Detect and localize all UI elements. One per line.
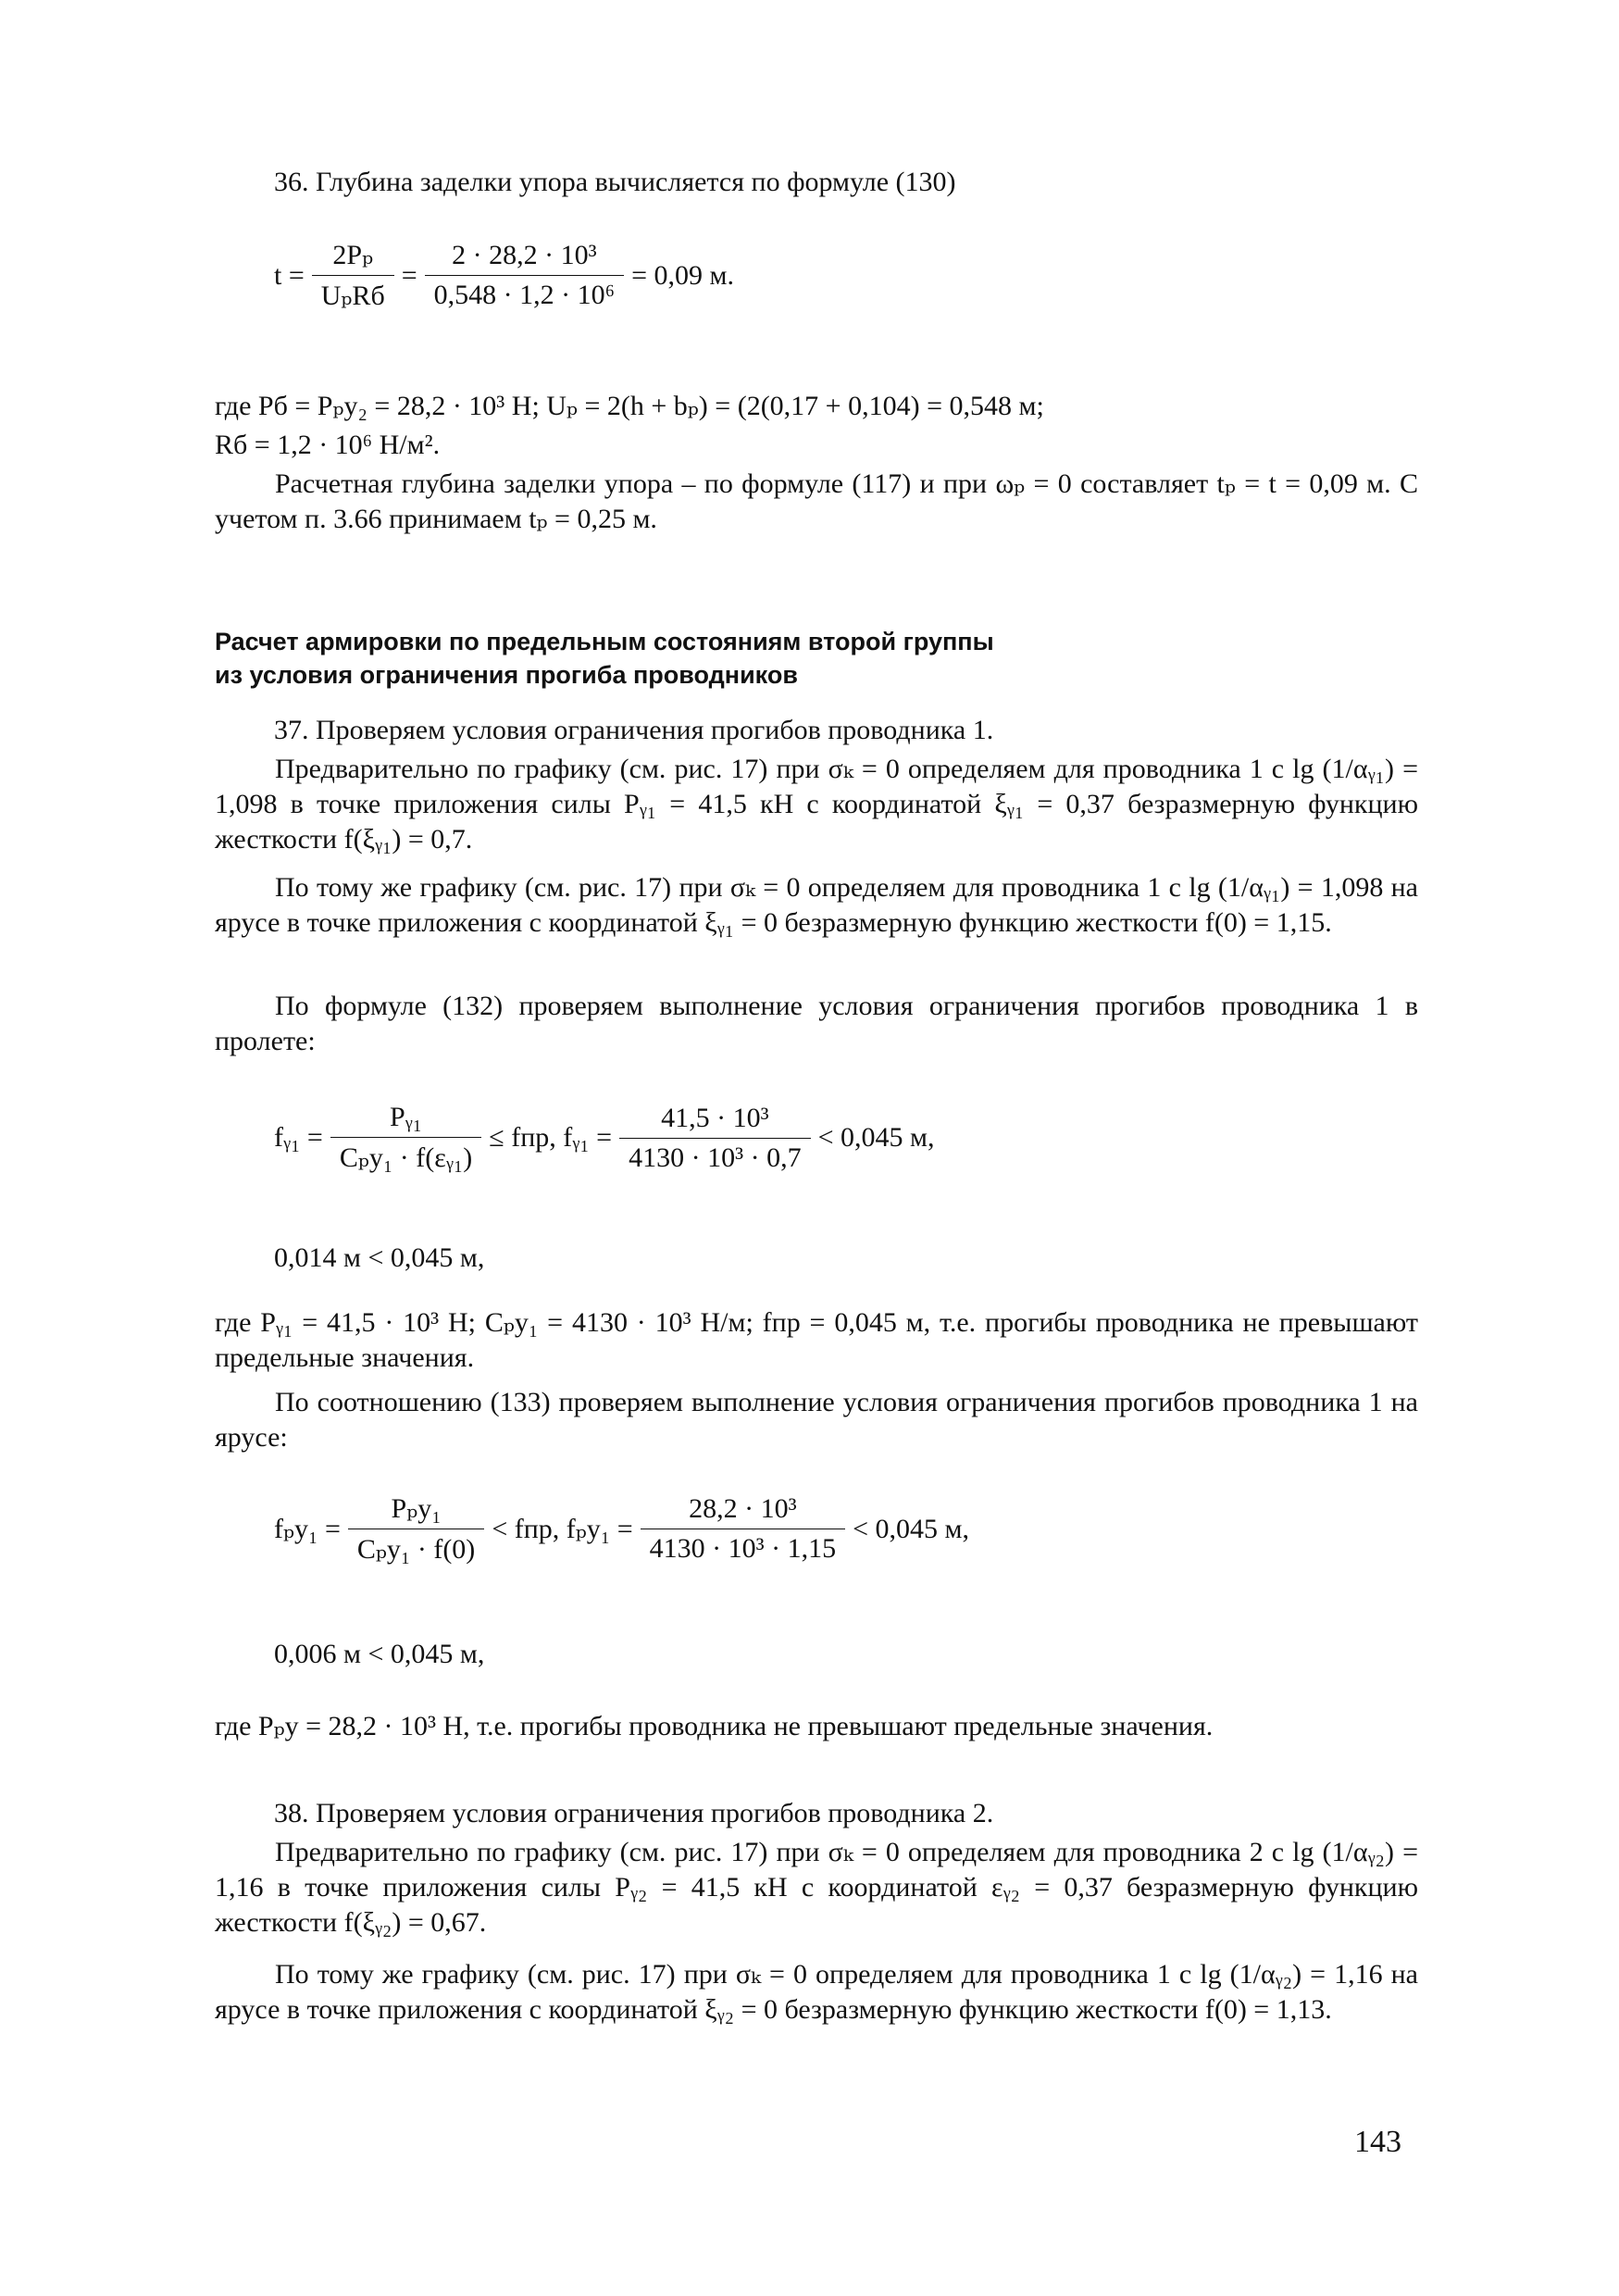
p36-fraction-1-numerator: 2Pₚ	[332, 240, 374, 270]
p37-formula-tier-values-denominator: 4130 · 10³ · 1,15	[641, 1529, 845, 1565]
p36-fraction-2	[425, 240, 624, 311]
p36-fraction-1-denominator: UₚRб	[312, 275, 394, 312]
p37-paragraph-1: Предварительно по графику (см. рис. 17) при σₖ = 0 определяем для проводника 1 с lg (1/αᵧ₁) = 1,098 в точке приложения силы Pᵧ₁ = 41,5 кН с координатой ξᵧ₁ = 0,37 безразмерную функцию жесткости f(ξᵧ₁) = 0,7.	[215, 754, 1418, 855]
p37-check-2: 0,006 м < 0,045 м,	[274, 1639, 485, 1669]
p36-formula-equals: =	[401, 259, 417, 291]
p36-formula	[270, 239, 738, 312]
p36-formula-result: = 0,09 м.	[631, 259, 734, 291]
p36-text: Расчетная глубина заделки упора – по формуле (117) и при ωₚ = 0 составляет tₚ = t = 0,09 м. С учетом п. 3.66 принимаем tₚ = 0,25 м.	[215, 468, 1418, 534]
p37-formula-tier-values-numerator: 28,2 · 10³	[689, 1493, 797, 1524]
p37-formula-tier-result: < 0,045 м,	[853, 1513, 970, 1544]
p38-paragraph-2: По тому же графику (см. рис. 17) при σₖ = 0 определяем для проводника 1 с lg (1/αᵧ₂) = 1,16 на ярусе в точке приложения с координатой ξᵧ₂ = 0 безразмерную функцию жесткости f(0) = 1,13.	[215, 1959, 1418, 2025]
p37-formula-tier-compare: < fпр, fₚy₁ =	[492, 1514, 633, 1544]
p37-formula-span-values-fraction	[619, 1103, 810, 1174]
p37-formula-span	[270, 1102, 939, 1174]
p37-title: 37. Проверяем условия ограничения прогибов проводника 1.	[274, 715, 994, 745]
p37-formula-tier-numerator: Pₚy₁	[391, 1493, 442, 1524]
p37-formula-tier-fraction	[348, 1492, 484, 1566]
p37-formula-tier	[270, 1492, 973, 1566]
p37-paragraph-2: По тому же графику (см. рис. 17) при σₖ = 0 определяем для проводника 1 с lg (1/αᵧ₁) = 1,098 на ярусе в точке приложения с координатой ξᵧ₁ = 0 безразмерную функцию жесткости f(0) = 1,15.	[215, 872, 1418, 938]
p36-fraction-2-numerator: 2 · 28,2 · 10³	[452, 240, 597, 270]
p37-paragraph-4: По соотношению (133) проверяем выполнение условия ограничения прогибов проводника 1 на ярусе:	[215, 1387, 1418, 1453]
p36-where-line-1: где Pб = Pₚy₂ = 28,2 · 10³ Н; Uₚ = 2(h + bₚ) = (2(0,17 + 0,104) = 0,548 м;	[215, 391, 1044, 421]
p37-where-2: где Pₚy = 28,2 · 10³ Н, т.е. прогибы проводника не превышают предельные значения.	[215, 1711, 1214, 1741]
p37-formula-tier-lhs: fₚy₁ =	[274, 1514, 341, 1544]
p37-where-1: где Pᵧ₁ = 41,5 · 10³ Н; Cₚy₁ = 4130 · 10³ Н/м; fпр = 0,045 м, т.е. прогибы проводника не превышают предельные значения.	[215, 1307, 1418, 1373]
p38-title: 38. Проверяем условия ограничения прогибов проводника 2.	[274, 1798, 994, 1828]
p36-fraction-1	[312, 239, 394, 312]
p36-fraction-2-denominator: 0,548 · 1,2 · 10⁶	[425, 275, 624, 311]
p37-formula-span-values-denominator: 4130 · 10³ · 0,7	[619, 1138, 810, 1174]
p37-formula-span-denominator: Cₚy₁ · f(εᵧ₁)	[330, 1137, 481, 1174]
p37-check-1: 0,014 м < 0,045 м,	[274, 1242, 485, 1273]
page-number: 143	[1354, 2125, 1401, 2159]
section-heading-line-2: из условия ограничения прогиба проводников	[215, 661, 798, 689]
p38-paragraph-1: Предварительно по графику (см. рис. 17) при σₖ = 0 определяем для проводника 2 с lg (1/αᵧ₂) = 1,16 в точке приложения силы Pᵧ₂ = 41,5 кН с координатой εᵧ₂ = 0,37 безразмерную функцию жесткости f(ξᵧ₂) = 0,67.	[215, 1837, 1418, 1938]
p36-where-line-2: Rб = 1,2 · 10⁶ Н/м².	[215, 430, 441, 460]
section-heading-line-1: Расчет армировки по предельным состояниям второй группы	[215, 628, 994, 655]
p37-formula-tier-values-fraction	[641, 1493, 845, 1565]
p36-title: 36. Глубина заделки упора вычисляется по формуле (130)	[274, 167, 956, 197]
p37-formula-span-fraction	[330, 1102, 481, 1174]
p37-paragraph-3: По формуле (132) проверяем выполнение условия ограничения прогибов проводника 1 в пролете:	[215, 991, 1418, 1056]
p37-formula-span-lhs: fᵧ₁ =	[274, 1122, 323, 1153]
p37-formula-span-values-numerator: 41,5 · 10³	[661, 1102, 769, 1133]
p37-formula-span-compare: ≤ fпр, fᵧ₁ =	[489, 1122, 613, 1153]
p37-formula-span-numerator: Pᵧ₁	[389, 1102, 423, 1132]
p36-formula-lhs: t =	[274, 259, 305, 291]
p37-formula-span-result: < 0,045 м,	[817, 1122, 935, 1153]
p37-formula-tier-denominator: Cₚy₁ · f(0)	[348, 1529, 484, 1566]
